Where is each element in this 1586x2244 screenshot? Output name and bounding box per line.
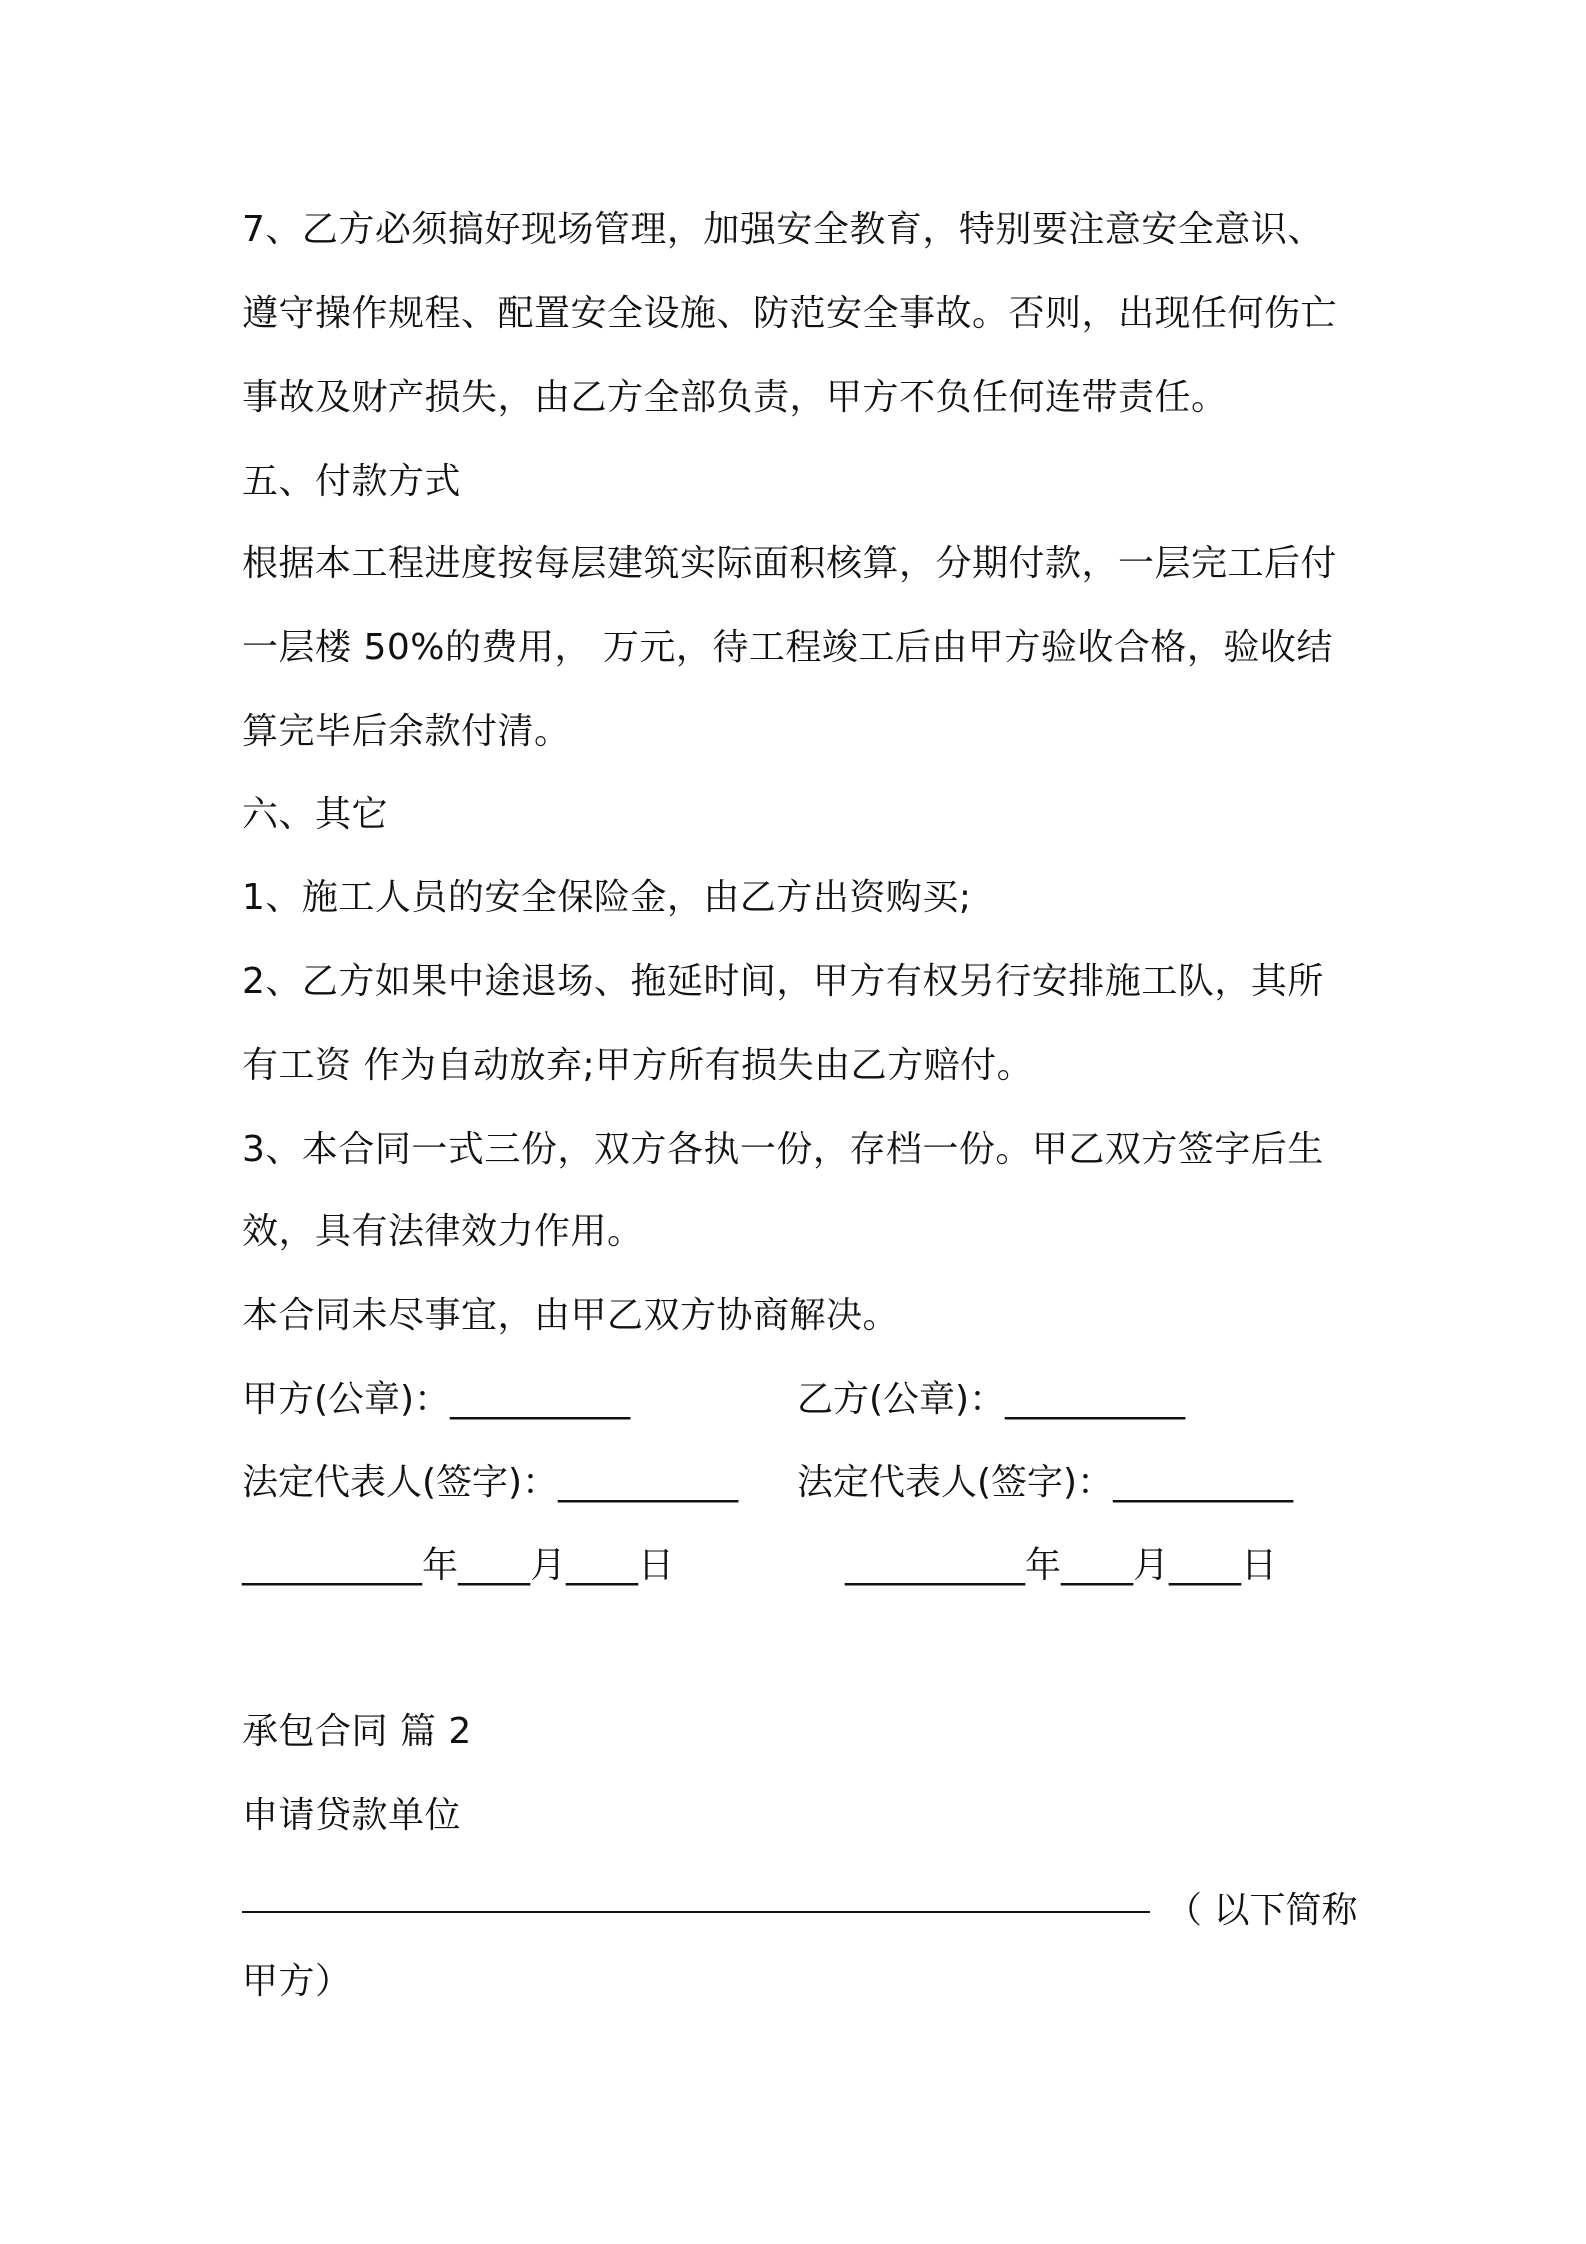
contract-2-title: 承包合同 篇 2: [242, 1711, 472, 1752]
section-6-item-2-line-2: 有工资 作为自动放弃;甲方所有损失由乙方赔付。: [242, 1045, 1034, 1086]
section-5-line-1: 根据本工程进度按每层建筑实际面积核算，分期付款，一层完工后付: [242, 543, 1338, 584]
section-5-heading: 五、付款方式: [242, 461, 462, 502]
closing-statement: 本合同未尽事宜，由甲乙双方协商解决。: [242, 1295, 900, 1336]
party-a-date-field: __________年____月____日: [242, 1545, 674, 1586]
clause-7-line-1: 7、乙方必须搞好现场管理，加强安全教育，特别要注意安全意识、: [242, 209, 1324, 250]
section-5-line-2: 一层楼 50%的费用， 万元，待工程竣工后由甲方验收合格，验收结: [242, 627, 1333, 668]
party-a-seal-field: 甲方(公章)：__________: [242, 1379, 631, 1420]
section-6-item-3-line-1: 3、本合同一式三份，双方各执一份，存档一份。甲乙双方签字后生: [242, 1129, 1324, 1170]
section-6-heading: 六、其它: [242, 794, 389, 835]
abbreviation-note: （ 以下简称: [1166, 1890, 1358, 1931]
section-6-item-1: 1、施工人员的安全保险金，由乙方出资购买;: [242, 877, 972, 918]
party-b-seal-field: 乙方(公章)：__________: [797, 1379, 1186, 1420]
party-a-representative-field: 法定代表人(签字)：__________: [242, 1462, 739, 1503]
loan-applicant-label: 申请贷款单位: [242, 1795, 462, 1836]
applicant-blank-line: [242, 1911, 1150, 1913]
clause-7-line-2: 遵守操作规程、配置安全设施、防范安全事故。否则，出现任何伤亡: [242, 293, 1338, 334]
section-6-item-2-line-1: 2、乙方如果中途退场、拖延时间，甲方有权另行安排施工队，其所: [242, 961, 1324, 1002]
party-b-representative-field: 法定代表人(签字)：__________: [797, 1462, 1294, 1503]
section-6-item-3-line-2: 效，具有法律效力作用。: [242, 1211, 644, 1252]
section-5-line-3: 算完毕后余款付清。: [242, 711, 571, 752]
party-b-date-field: __________年____月____日: [845, 1545, 1277, 1586]
party-a-closing: 甲方）: [242, 1961, 352, 2002]
clause-7-line-3: 事故及财产损失，由乙方全部负责，甲方不负任何连带责任。: [242, 377, 1228, 418]
